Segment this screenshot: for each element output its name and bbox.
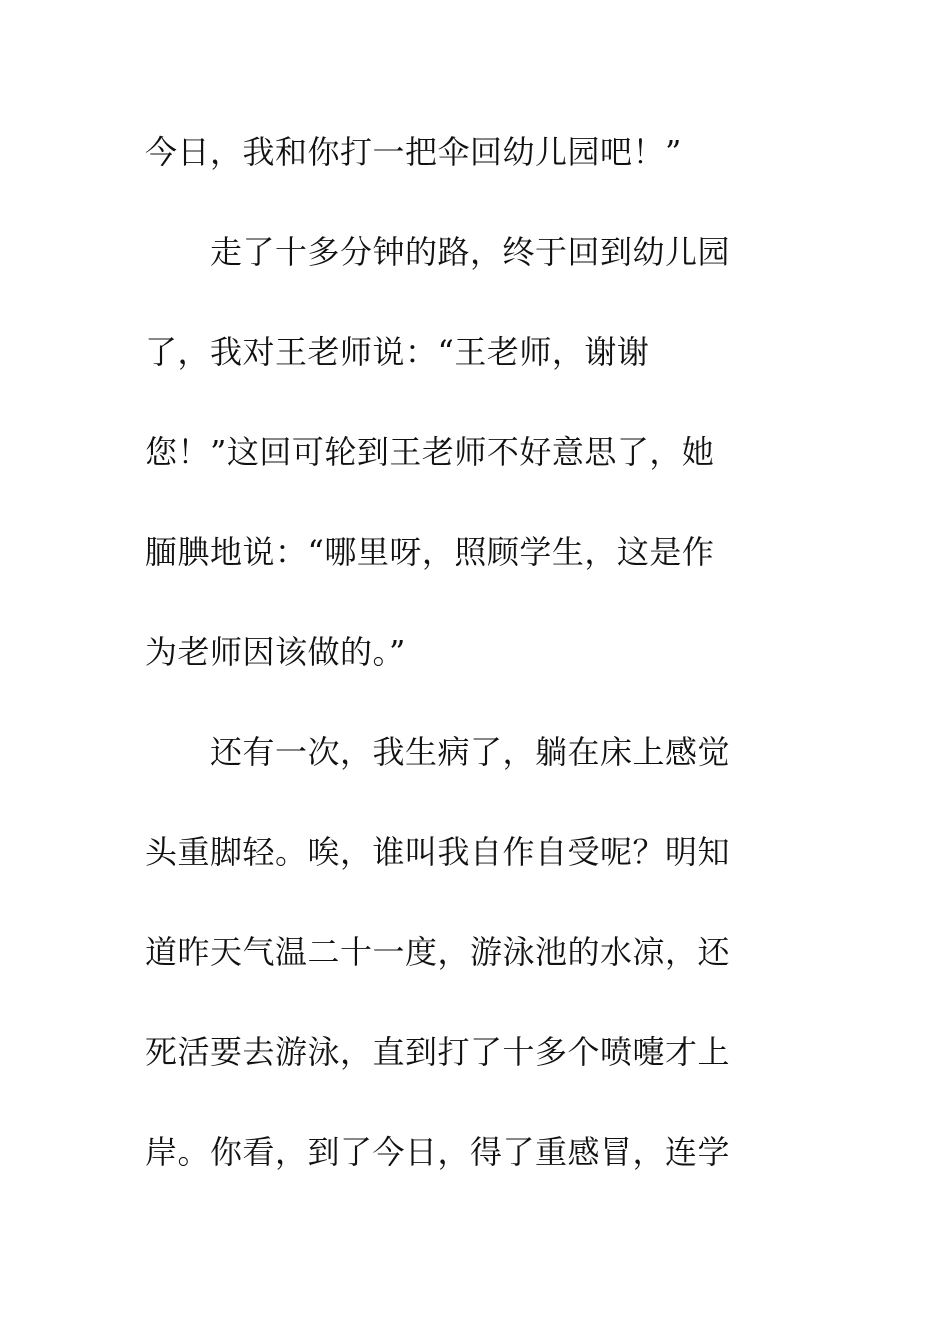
paragraph-text: 走了十多分钟的路，终于回到幼儿园 bbox=[210, 233, 731, 271]
text-line: 死活要去游泳，直到打了十多个喷嚏才上 bbox=[145, 1033, 731, 1071]
text-line: 今日，我和你打一把伞回幼儿园吧！” bbox=[145, 133, 682, 171]
text-line: 岸。你看，到了今日，得了重感冒，连学 bbox=[145, 1133, 731, 1171]
text-line: 腼腆地说：“哪里呀，照顾学生，这是作 bbox=[145, 533, 715, 571]
text-line: 了，我对王老师说：“王老师，谢谢 bbox=[145, 333, 650, 371]
text-line: 为老师因该做的。” bbox=[145, 633, 406, 671]
paragraph-text: 还有一次，我生病了，躺在床上感觉 bbox=[210, 733, 731, 771]
text-line bbox=[145, 730, 785, 774]
text-line bbox=[145, 230, 785, 274]
text-line: 头重脚轻。唉，谁叫我自作自受呢？明知 bbox=[145, 833, 731, 871]
text-line: 道昨天气温二十一度，游泳池的水凉，还 bbox=[145, 933, 731, 971]
text-line: 您！”这回可轮到王老师不好意思了，她 bbox=[145, 433, 715, 471]
